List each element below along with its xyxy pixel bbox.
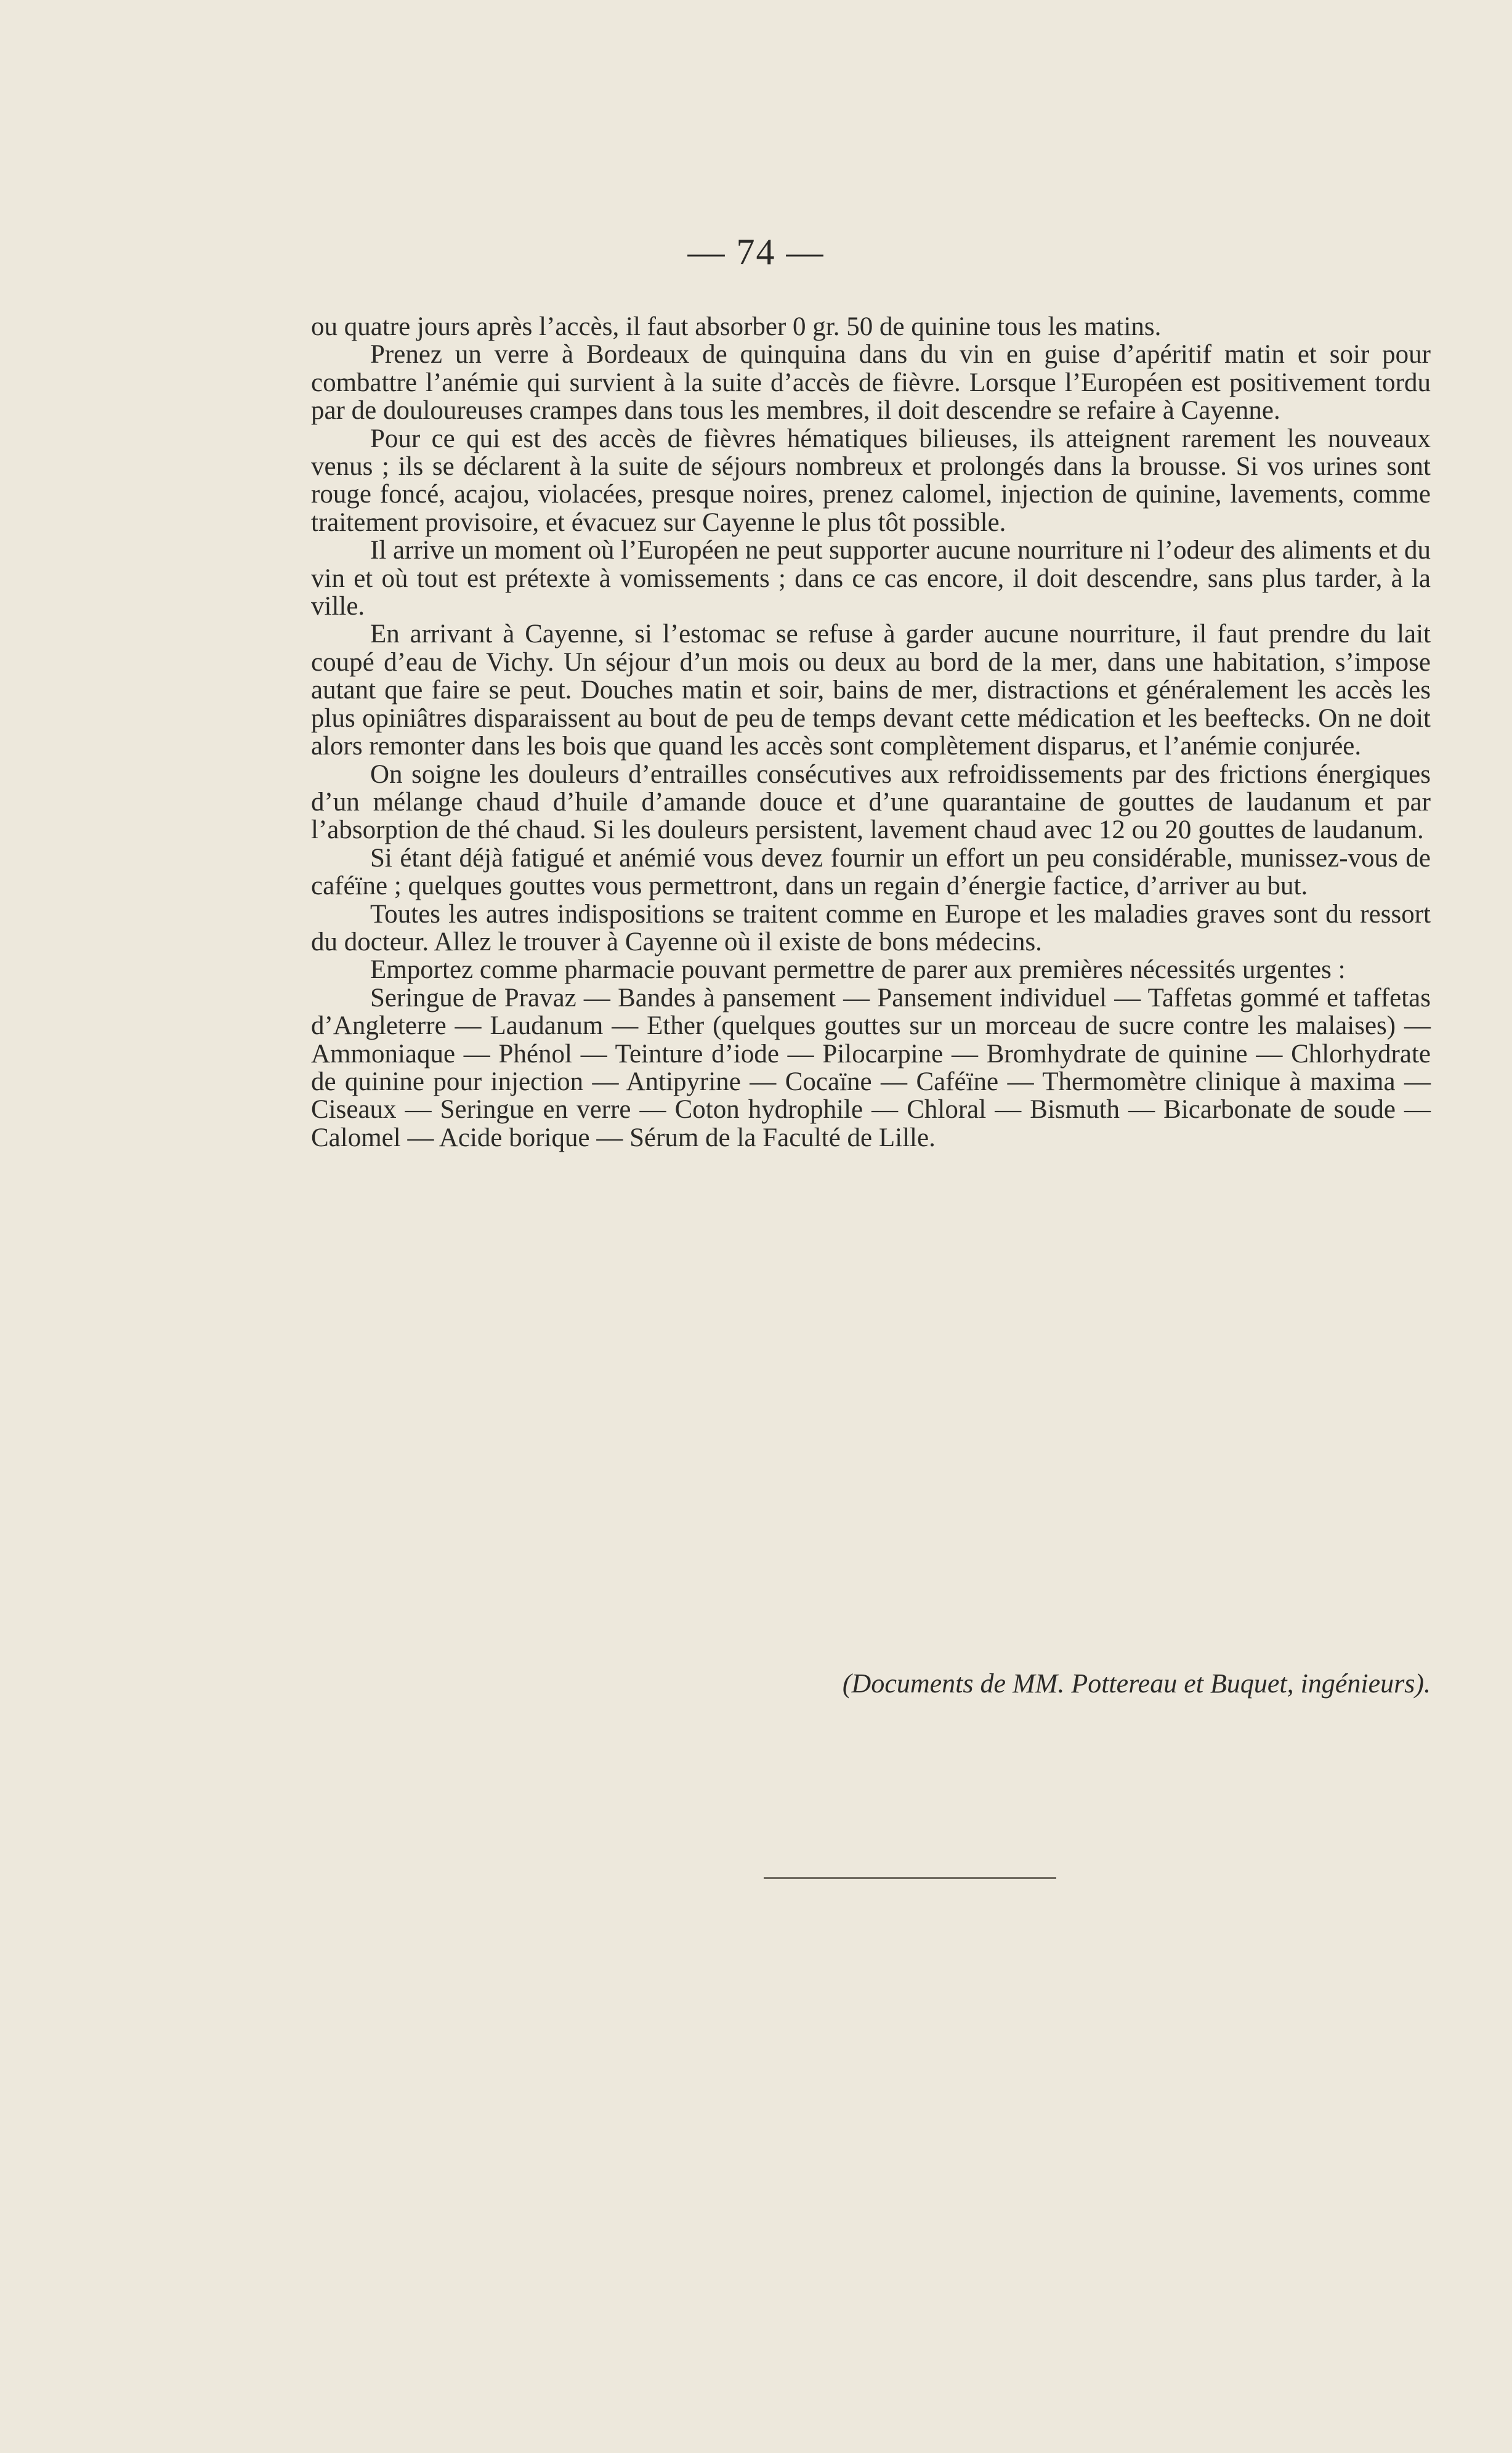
source-citation: (Documents de MM. Pottereau et Buquet, ingénieurs). xyxy=(842,1668,1431,1699)
paragraph-continuation: ou quatre jours après l’accès, il faut absorber 0 gr. 50 de quinine tous les matins. xyxy=(311,312,1162,341)
paragraph-cayenne-sejour: En arrivant à Cayenne, si l’estomac se refuse à garder aucune nourriture, il faut prendre du lait coupé d’eau de Vichy. Un séjour d’un mois ou deux au bord de la mer, dans une habitation, s’impose autant que faire se peut. Douches matin et soir, bains de mer, distractions et généralement les accès les plus opiniâtres disparaissent au bout de peu de temps devant cette médication et les beeftecks. On ne doit alors remonter dans les bois que quand les accès sont complètement disparus, et l’anémie conjurée. xyxy=(311,620,1431,761)
body-text xyxy=(311,313,1431,1152)
paragraph-indispositions: Toutes les autres indispositions se traitent comme en Europe et les maladies graves sont du ressort du docteur. Allez le trouver à Cayenne où il existe de bons médecins. xyxy=(311,899,1431,956)
paragraph-fievres-hematiques: Pour ce qui est des accès de fièvres hématiques bilieuses, ils atteignent rarement les nouveaux venus ; ils se déclarent à la suite de séjours nombreux et prolongés dans la brousse. Si vos urines sont rouge foncé, acajou, violacées, presque noires, prenez calomel, injection de quinine, lavements, comme traitement provisoire, et évacuez sur Cayenne le plus tôt possible. xyxy=(311,424,1431,537)
paragraph-quinquina: Prenez un verre à Bordeaux de quinquina dans du vin en guise d’apéritif matin et soir pour combattre l’anémie qui survient à la suite d’accès de fièvre. Lorsque l’Européen est positivement tordu par de douloureuses crampes dans tous les membres, il doit descendre se refaire à Cayenne. xyxy=(311,340,1431,426)
paragraph-cafeine: Si étant déjà fatigué et anémié vous devez fournir un effort un peu considérable, munissez-vous de caféïne ; quelques gouttes vous permettront, dans un regain d’énergie factice, d’arriver au but. xyxy=(311,843,1431,901)
paragraph-pharmacie-list: Seringue de Pravaz — Bandes à pansement — Pansement individuel — Taffetas gommé et taffetas d’Angleterre — Laudanum — Ether (quelques gouttes sur un morceau de sucre contre les malaises) — Ammoniaque — Phénol — Teinture d’iode — Pilocarpine — Bromhydrate de quinine — Chlorhydrate de quinine pour injection — Antipyrine — Cocaïne — Caféïne — Thermomètre clinique à maxima — Ciseaux — Seringue en verre — Coton hydrophile — Chloral — Bismuth — Bicarbonate de soude — Calomel — Acide borique — Sérum de la Faculté de Lille. xyxy=(311,983,1431,1152)
paragraph-nourriture: Il arrive un moment où l’Européen ne peut supporter aucune nourriture ni l’odeur des aliments et du vin et où tout est prétexte à vomissements ; dans ce cas encore, il doit descendre, sans plus tarder, à la ville. xyxy=(311,536,1431,621)
paragraph-douleurs-entrailles: On soigne les douleurs d’entrailles consécutives aux refroidissements par des frictions énergiques d’un mélange chaud d’huile d’amande douce et d’une quarantaine de gouttes de laudanum et par l’absorption de thé chaud. Si les douleurs persistent, lavement chaud avec 12 ou 20 gouttes de laudanum. xyxy=(311,759,1431,845)
divider-rule xyxy=(764,1877,1056,1879)
page-number: — 74 — xyxy=(687,232,825,272)
paragraph-pharmacie-intro: Emportez comme pharmacie pouvant permettre de parer aux premières nécessités urgentes : xyxy=(370,955,1346,985)
